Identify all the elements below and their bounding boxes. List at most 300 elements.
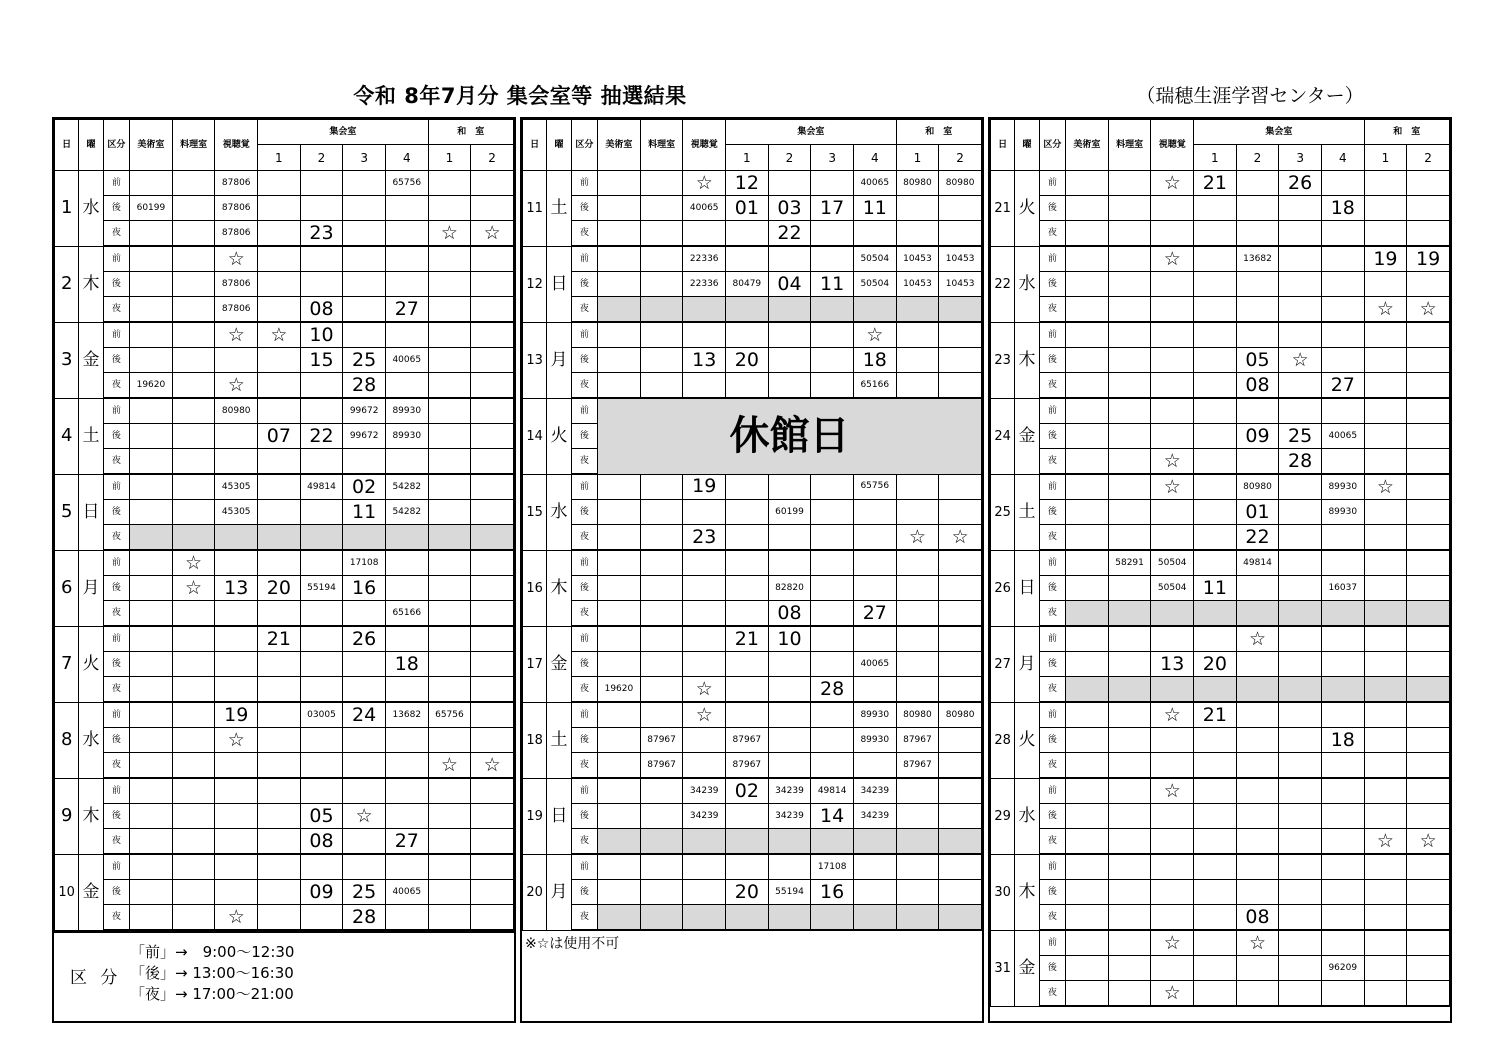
room-cell: 89930 <box>385 398 428 424</box>
room-cell: 23 <box>683 525 726 551</box>
room-cell: 80980 <box>896 702 939 728</box>
room-cell <box>343 652 386 677</box>
room-cell: 89930 <box>385 424 428 449</box>
time-slot-row <box>55 246 514 272</box>
room-cell <box>896 804 939 829</box>
room-cell <box>385 728 428 753</box>
room-cell: 45305 <box>215 500 258 525</box>
unavailable-cell <box>853 297 896 323</box>
room-cell: 34239 <box>683 778 726 804</box>
time-slot-row <box>523 753 982 779</box>
room-cell: 34239 <box>768 804 811 829</box>
room-cell: ☆ <box>1151 930 1194 956</box>
header-weekday: 曜 <box>547 120 571 171</box>
segment-label: 前 <box>103 778 129 804</box>
room-cell <box>1066 778 1109 804</box>
day-number: 12 <box>523 246 547 322</box>
segment-label: 夜 <box>103 373 129 399</box>
room-cell <box>683 728 726 753</box>
room-cell <box>1066 728 1109 753</box>
time-slot-row <box>55 525 514 551</box>
room-cell: 80980 <box>939 171 982 196</box>
room-cell <box>471 880 514 905</box>
room-cell <box>853 854 896 880</box>
header-room-j2: 2 <box>1407 145 1450 171</box>
room-cell <box>1151 221 1194 247</box>
room-cell <box>428 576 471 601</box>
unavailable-cell <box>1236 601 1279 627</box>
room-cell <box>130 905 173 931</box>
unavailable-note: ※☆は使用不可 <box>525 936 620 952</box>
time-slot-row <box>55 854 514 880</box>
room-cell: 25 <box>343 348 386 373</box>
unavailable-cell <box>1066 601 1109 627</box>
segment-label: 前 <box>1039 474 1065 500</box>
time-slot-row <box>523 373 982 399</box>
legend <box>54 931 514 1009</box>
room-cell: 13 <box>683 348 726 373</box>
room-cell <box>1364 171 1407 196</box>
room-cell <box>1321 525 1364 551</box>
room-cell <box>1151 880 1194 905</box>
room-cell <box>258 677 301 703</box>
room-cell <box>1321 804 1364 829</box>
day-number: 6 <box>55 550 79 626</box>
room-cell <box>939 728 982 753</box>
segment-label: 後 <box>1039 652 1065 677</box>
room-cell <box>1364 626 1407 652</box>
room-cell <box>300 728 343 753</box>
room-cell <box>1364 728 1407 753</box>
room-cell <box>853 880 896 905</box>
legend-line: 「夜」→ 17:00～21:00 <box>130 985 294 1003</box>
room-cell <box>640 373 683 399</box>
room-cell <box>300 398 343 424</box>
day-number: 21 <box>991 171 1015 247</box>
day-number: 30 <box>991 854 1015 930</box>
room-cell <box>1407 221 1450 247</box>
room-cell <box>428 601 471 627</box>
room-cell <box>1066 322 1109 348</box>
room-cell <box>300 373 343 399</box>
header-room-m2: 2 <box>300 145 343 171</box>
header-cooking: 料理室 <box>640 120 683 171</box>
time-slot-row <box>55 322 514 348</box>
room-cell: 16 <box>811 880 854 905</box>
room-cell <box>300 550 343 576</box>
room-cell: ☆ <box>1236 930 1279 956</box>
segment-label: 後 <box>1039 424 1065 449</box>
room-cell <box>258 246 301 272</box>
segment-label: 後 <box>1039 576 1065 601</box>
room-cell <box>683 373 726 399</box>
room-cell: 22 <box>768 221 811 247</box>
time-slot-row <box>55 424 514 449</box>
room-cell: 13682 <box>1236 246 1279 272</box>
header-day: 日 <box>991 120 1015 171</box>
room-cell <box>1236 702 1279 728</box>
room-cell: 65166 <box>385 601 428 627</box>
header-art: 美術室 <box>130 120 173 171</box>
room-cell <box>1364 449 1407 475</box>
room-cell: 16037 <box>1321 576 1364 601</box>
room-cell <box>428 550 471 576</box>
time-slot-row <box>55 196 514 221</box>
room-cell: 19 <box>683 474 726 500</box>
segment-label: 後 <box>103 880 129 905</box>
day-number: 25 <box>991 474 1015 550</box>
segment-label: 後 <box>1039 196 1065 221</box>
room-cell <box>1108 322 1151 348</box>
weekday: 月 <box>1015 626 1039 702</box>
room-cell: 28 <box>1279 449 1322 475</box>
room-cell <box>1279 474 1322 500</box>
room-cell <box>130 246 173 272</box>
room-cell: ☆ <box>172 576 215 601</box>
room-cell <box>1151 297 1194 323</box>
segment-label: 前 <box>571 626 597 652</box>
time-slot-row <box>55 171 514 196</box>
room-cell: 40065 <box>853 652 896 677</box>
header-room-m1: 1 <box>258 145 301 171</box>
room-cell <box>300 854 343 880</box>
room-cell <box>1108 246 1151 272</box>
room-cell <box>1108 905 1151 931</box>
room-cell: 65756 <box>385 171 428 196</box>
unavailable-cell <box>1321 601 1364 627</box>
time-slot-row <box>55 601 514 627</box>
unavailable-cell <box>1108 677 1151 703</box>
room-cell <box>1407 702 1450 728</box>
time-slot-row <box>991 576 1450 601</box>
room-cell <box>768 652 811 677</box>
room-cell: 87967 <box>896 728 939 753</box>
room-cell <box>1151 854 1194 880</box>
room-cell: 50504 <box>853 246 896 272</box>
room-cell <box>896 221 939 247</box>
room-cell: ☆ <box>215 373 258 399</box>
room-cell <box>726 601 769 627</box>
segment-label: 後 <box>571 500 597 525</box>
time-slot-row <box>55 626 514 652</box>
room-cell <box>385 449 428 475</box>
unavailable-cell <box>1364 601 1407 627</box>
room-cell <box>1407 854 1450 880</box>
segment-label: 後 <box>571 348 597 373</box>
room-cell <box>130 829 173 855</box>
room-cell <box>1279 576 1322 601</box>
header-room-j2: 2 <box>939 145 982 171</box>
weekday: 火 <box>1015 171 1039 247</box>
room-cell <box>1279 373 1322 399</box>
weekday: 月 <box>79 550 103 626</box>
room-cell: 40065 <box>385 348 428 373</box>
room-cell: ☆ <box>471 753 514 779</box>
room-cell <box>640 677 683 703</box>
room-cell: 49814 <box>300 474 343 500</box>
time-slot-row <box>991 322 1450 348</box>
room-cell <box>1194 474 1237 500</box>
header-meeting: 集会室 <box>1194 120 1365 145</box>
room-cell <box>1151 500 1194 525</box>
room-cell <box>258 373 301 399</box>
room-cell <box>1364 753 1407 779</box>
room-cell <box>1194 272 1237 297</box>
room-cell: 08 <box>1236 373 1279 399</box>
header-row <box>523 120 982 145</box>
room-cell <box>726 677 769 703</box>
segment-label: 前 <box>1039 550 1065 576</box>
time-slot-row <box>991 956 1450 981</box>
segment-label: 前 <box>1039 322 1065 348</box>
room-cell <box>768 373 811 399</box>
room-cell <box>896 626 939 652</box>
room-cell <box>1108 981 1151 1007</box>
segment-label: 夜 <box>1039 373 1065 399</box>
unavailable-cell <box>853 829 896 855</box>
time-slot-row <box>55 753 514 779</box>
room-cell <box>1108 576 1151 601</box>
room-cell: 80980 <box>896 171 939 196</box>
time-slot-row <box>523 854 982 880</box>
room-cell <box>172 398 215 424</box>
room-cell: 28 <box>343 905 386 931</box>
room-cell <box>1151 626 1194 652</box>
room-cell <box>385 905 428 931</box>
room-cell <box>428 398 471 424</box>
room-cell <box>1194 930 1237 956</box>
room-cell <box>1321 221 1364 247</box>
room-cell <box>811 171 854 196</box>
room-cell <box>258 171 301 196</box>
room-cell: 21 <box>726 626 769 652</box>
room-cell: ☆ <box>1279 348 1322 373</box>
room-cell <box>1407 905 1450 931</box>
room-cell <box>1407 500 1450 525</box>
segment-label: 後 <box>103 652 129 677</box>
room-cell <box>428 449 471 475</box>
room-cell <box>598 626 641 652</box>
room-cell <box>1151 398 1194 424</box>
header-art: 美術室 <box>1066 120 1109 171</box>
room-cell <box>640 196 683 221</box>
segment-label: 夜 <box>1039 297 1065 323</box>
room-cell <box>1407 196 1450 221</box>
room-cell: 02 <box>343 474 386 500</box>
room-cell <box>726 702 769 728</box>
room-cell <box>1066 221 1109 247</box>
room-cell: 24 <box>343 702 386 728</box>
room-cell <box>172 905 215 931</box>
room-cell <box>1279 854 1322 880</box>
time-slot-row <box>523 626 982 652</box>
room-cell <box>471 196 514 221</box>
room-cell <box>1321 550 1364 576</box>
room-cell: 80980 <box>215 398 258 424</box>
unavailable-cell <box>726 829 769 855</box>
room-cell <box>1279 981 1322 1007</box>
unavailable-cell <box>811 905 854 931</box>
room-cell: 13682 <box>385 702 428 728</box>
segment-label: 後 <box>571 576 597 601</box>
room-cell: 09 <box>300 880 343 905</box>
day-number: 13 <box>523 322 547 398</box>
segment-label: 夜 <box>571 753 597 779</box>
room-cell: 45305 <box>215 474 258 500</box>
room-cell <box>1364 221 1407 247</box>
room-cell <box>640 804 683 829</box>
room-cell <box>1279 778 1322 804</box>
room-cell <box>1236 880 1279 905</box>
room-cell <box>172 221 215 247</box>
segment-label: 夜 <box>1039 981 1065 1007</box>
room-cell <box>1321 297 1364 323</box>
room-cell <box>1108 753 1151 779</box>
room-cell <box>130 500 173 525</box>
room-cell <box>598 652 641 677</box>
room-cell <box>1066 171 1109 196</box>
room-cell <box>428 652 471 677</box>
room-cell <box>726 246 769 272</box>
room-cell: 13 <box>215 576 258 601</box>
room-cell: 17108 <box>343 550 386 576</box>
weekday: 月 <box>547 322 571 398</box>
room-cell <box>1279 221 1322 247</box>
room-cell: 27 <box>853 601 896 627</box>
room-cell <box>1194 981 1237 1007</box>
time-slot-row <box>55 221 514 247</box>
room-cell: 28 <box>343 373 386 399</box>
room-cell <box>1236 956 1279 981</box>
weekday: 土 <box>1015 474 1039 550</box>
room-cell <box>343 677 386 703</box>
room-cell <box>428 728 471 753</box>
room-cell <box>1279 626 1322 652</box>
room-cell: ☆ <box>1151 778 1194 804</box>
day-number: 14 <box>523 398 547 474</box>
room-cell <box>1194 449 1237 475</box>
room-cell: 65756 <box>428 702 471 728</box>
unavailable-cell <box>1151 677 1194 703</box>
room-cell <box>1108 652 1151 677</box>
room-cell <box>215 778 258 804</box>
time-slot-row <box>55 550 514 576</box>
unavailable-cell <box>1108 601 1151 627</box>
room-cell: 49814 <box>1236 550 1279 576</box>
room-cell: 26 <box>1279 171 1322 196</box>
room-cell: 50504 <box>1151 550 1194 576</box>
room-cell <box>1407 272 1450 297</box>
room-cell <box>896 373 939 399</box>
room-cell <box>1151 804 1194 829</box>
room-cell <box>471 652 514 677</box>
room-cell <box>726 550 769 576</box>
room-cell: 49814 <box>811 778 854 804</box>
time-slot-row <box>523 652 982 677</box>
unavailable-cell <box>896 905 939 931</box>
room-cell <box>1066 930 1109 956</box>
room-cell: 87806 <box>215 272 258 297</box>
room-cell <box>939 601 982 627</box>
room-cell <box>1279 500 1322 525</box>
room-cell <box>428 272 471 297</box>
room-cell <box>130 424 173 449</box>
room-cell <box>1151 348 1194 373</box>
room-cell: 80980 <box>1236 474 1279 500</box>
day-number: 28 <box>991 702 1015 778</box>
room-cell <box>1236 576 1279 601</box>
room-cell: ☆ <box>343 804 386 829</box>
room-cell <box>215 854 258 880</box>
segment-label: 前 <box>571 171 597 196</box>
header-segment: 区分 <box>1039 120 1065 171</box>
room-cell <box>1407 981 1450 1007</box>
header-row <box>55 120 514 145</box>
room-cell <box>811 246 854 272</box>
room-cell <box>768 525 811 551</box>
room-cell <box>768 322 811 348</box>
room-cell <box>768 854 811 880</box>
room-cell <box>1364 981 1407 1007</box>
header-art: 美術室 <box>598 120 641 171</box>
room-cell <box>1194 880 1237 905</box>
segment-label: 後 <box>1039 500 1065 525</box>
segment-label: 前 <box>103 398 129 424</box>
header-japanese: 和 室 <box>428 120 513 145</box>
room-cell <box>1066 981 1109 1007</box>
time-slot-row <box>55 373 514 399</box>
room-cell <box>258 449 301 475</box>
room-cell <box>939 196 982 221</box>
weekday: 水 <box>79 171 103 247</box>
room-cell <box>172 854 215 880</box>
header-japanese: 和 室 <box>896 120 981 145</box>
room-cell: 12 <box>726 171 769 196</box>
room-cell <box>130 322 173 348</box>
room-cell <box>1407 626 1450 652</box>
room-cell: 17 <box>811 196 854 221</box>
room-cell <box>1108 804 1151 829</box>
room-cell: 11 <box>811 272 854 297</box>
room-cell: 96209 <box>1321 956 1364 981</box>
room-cell <box>640 246 683 272</box>
time-slot-row <box>991 702 1450 728</box>
room-cell <box>811 728 854 753</box>
room-cell <box>598 550 641 576</box>
room-cell <box>598 778 641 804</box>
room-cell <box>1108 500 1151 525</box>
room-cell: 34239 <box>683 804 726 829</box>
room-cell <box>130 348 173 373</box>
room-cell <box>258 804 301 829</box>
room-cell: ☆ <box>939 525 982 551</box>
time-slot-row <box>991 246 1450 272</box>
room-cell <box>1108 221 1151 247</box>
room-cell <box>471 854 514 880</box>
time-slot-row <box>55 576 514 601</box>
room-cell <box>258 778 301 804</box>
room-cell <box>172 753 215 779</box>
time-slot-row <box>55 677 514 703</box>
room-cell <box>1066 576 1109 601</box>
time-slot-row <box>991 449 1450 475</box>
room-cell <box>258 829 301 855</box>
room-cell <box>385 246 428 272</box>
room-cell <box>1194 246 1237 272</box>
header-meeting: 集会室 <box>726 120 897 145</box>
room-cell <box>1066 702 1109 728</box>
room-cell <box>300 196 343 221</box>
